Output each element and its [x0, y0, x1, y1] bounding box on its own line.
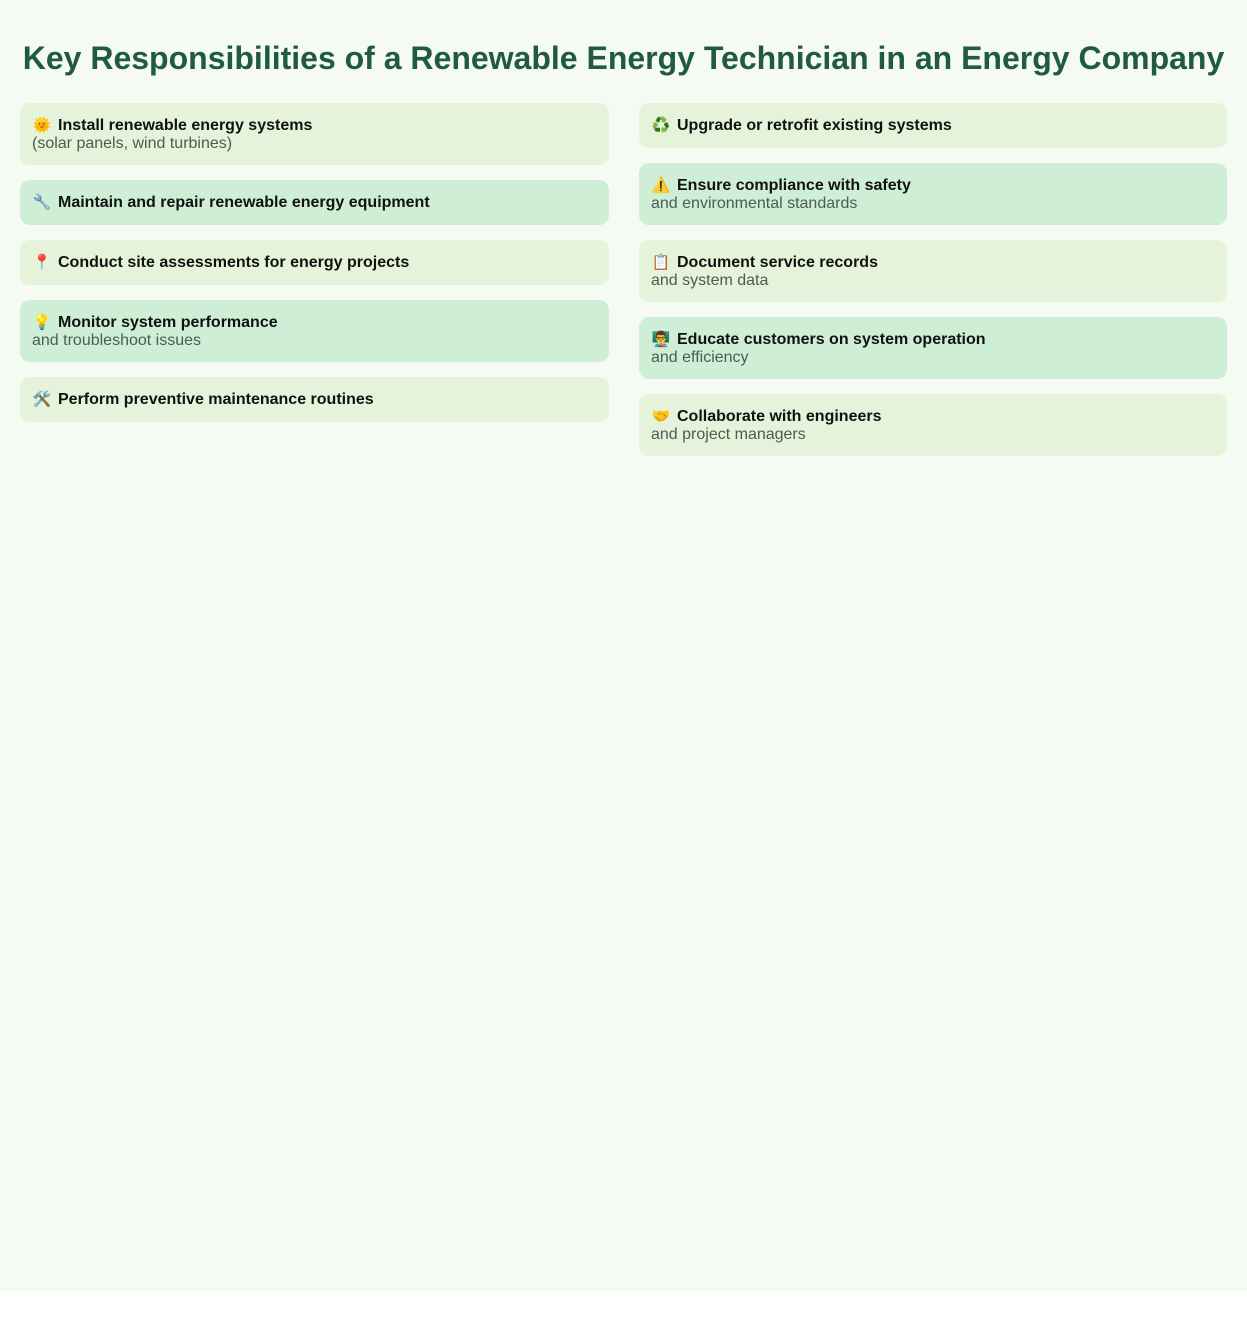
responsibility-label: Maintain and repair renewable energy equipment — [58, 194, 430, 211]
responsibility-label: Perform preventive maintenance routines — [58, 391, 374, 408]
responsibility-heading — [32, 254, 597, 272]
handshake-icon: 🤝 — [651, 408, 671, 425]
responsibilities-right-column — [639, 103, 1227, 456]
responsibility-card — [639, 163, 1227, 225]
responsibility-label: Collaborate with engineers — [677, 408, 882, 425]
lightbulb-icon: 💡 — [32, 314, 52, 331]
recycle-icon: ♻️ — [651, 117, 671, 134]
responsibility-card — [639, 103, 1227, 148]
responsibility-heading — [651, 177, 1215, 195]
responsibility-detail: and project managers — [651, 426, 806, 443]
clipboard-icon: 📋 — [651, 254, 671, 271]
page-title: Key Responsibilities of a Renewable Energy Technician in an Energy Company — [22, 40, 1225, 76]
tools-icon: 🛠️ — [32, 391, 52, 408]
responsibility-card — [20, 377, 609, 422]
responsibility-heading — [651, 254, 1215, 272]
responsibility-label: Document service records — [677, 254, 878, 271]
responsibility-detail: (solar panels, wind turbines) — [32, 135, 233, 152]
responsibility-heading — [651, 331, 1215, 349]
responsibility-label: Monitor system performance — [58, 314, 278, 331]
responsibility-label: Upgrade or retrofit existing systems — [677, 117, 952, 134]
teacher-icon: 👨‍🏫 — [651, 331, 671, 348]
responsibility-heading — [32, 117, 597, 135]
responsibility-label: Install renewable energy systems — [58, 117, 313, 134]
responsibility-card — [639, 394, 1227, 456]
pin-icon: 📍 — [32, 254, 52, 271]
sun-icon: 🌞 — [32, 117, 52, 134]
responsibility-detail: and troubleshoot issues — [32, 332, 201, 349]
responsibility-heading — [32, 391, 597, 409]
responsibility-detail: and environmental standards — [651, 195, 858, 212]
responsibility-detail: and efficiency — [651, 349, 749, 366]
responsibility-heading — [651, 117, 1215, 135]
responsibility-detail: and system data — [651, 272, 769, 289]
responsibility-card — [639, 240, 1227, 302]
responsibility-label: Conduct site assessments for energy projects — [58, 254, 410, 271]
responsibility-heading — [32, 194, 597, 212]
responsibility-heading — [32, 314, 597, 332]
responsibility-card — [20, 103, 609, 165]
responsibility-label: Ensure compliance with safety — [677, 177, 911, 194]
responsibility-card — [20, 240, 609, 285]
responsibility-label: Educate customers on system operation — [677, 331, 986, 348]
responsibility-card — [20, 180, 609, 225]
responsibility-heading — [651, 408, 1215, 426]
wrench-icon: 🔧 — [32, 194, 52, 211]
responsibilities-left-column — [20, 103, 609, 422]
responsibility-card — [20, 300, 609, 362]
responsibility-card — [639, 317, 1227, 379]
warning-icon: ⚠️ — [651, 177, 671, 194]
